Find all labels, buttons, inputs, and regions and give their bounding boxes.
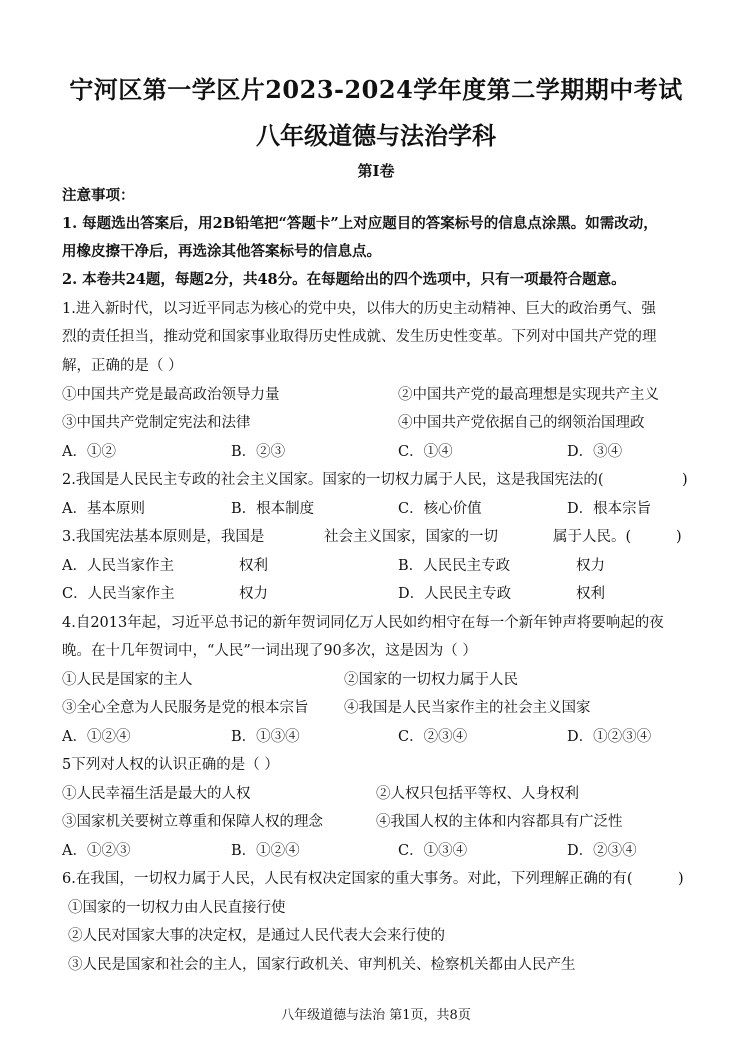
q3-option-b: B．人民民主专政 [398,558,511,574]
q3-stem-part3: 属于人民。( [553,529,632,545]
q1-option-a: A．①② [62,444,116,460]
q5-statement-3: ③国家机关要树立尊重和保障人权的理念 [62,814,323,830]
q1-statement-1: ①中国共产党是最高政治领导力量 [62,387,280,403]
q4-statement-3: ③全心全意为人民服务是党的根本宗旨 [62,700,309,716]
q5-option-d: D．②③④ [567,843,637,859]
exam-title: 宁河区第一学区片2023-2024学年度第二学期期中考试 [69,75,683,104]
q3-stem-part2: 社会主义国家，国家的一切 [324,529,498,545]
notice-item-1-cont: 用橡皮擦干净后，再选涂其他答案标号的信息点。 [62,243,381,260]
q4-statement-1: ①人民是国家的主人 [62,672,193,688]
q5-option-a: A．①②③ [62,843,131,859]
q1-stem-line1: 1.进入新时代，以习近平同志为核心的党中央，以伟大的历史主动精神、巨大的政治勇气、强 [62,301,656,317]
notice-item-2: 2. 本卷共24题，每题2分，共48分。在每题给出的四个选项中，只有一项最符合题意。 [62,271,626,288]
notice-item-1: 1. 每题选出答案后，用2B铅笔把“答题卡”上对应题目的答案标号的信息点涂黑。如需改动， [62,215,658,232]
q4-stem-line2: 晚。在十几年贺词中，“人民”一词出现了90多次，这是因为（ ） [62,643,477,659]
q1-stem-line3: 解，正确的是（ ） [62,358,183,374]
q4-option-c: C．②③④ [398,729,468,745]
q1-statement-3: ③中国共产党制定宪法和法律 [62,415,251,431]
q3-stem-part1: 3.我国宪法基本原则是，我国是 [62,529,265,545]
q5-stem: 5下列对人权的认识正确的是（ ） [62,757,279,773]
q1-option-c: C．①④ [398,444,453,460]
notice-heading: 注意事项： [62,187,135,204]
q2-option-a: A．基本原则 [62,501,145,517]
q3-paren-close: ) [676,529,682,545]
q5-statement-1: ①人民幸福生活是最大的人权 [62,786,251,802]
q6-statement-1: ①国家的一切权力由人民直接行使 [68,900,286,916]
q3-option-a: A．人民当家作主 [62,558,174,574]
q5-option-c: C．①③④ [398,843,468,859]
q1-option-d: D．③④ [567,444,623,460]
q4-option-b: B．①③④ [231,729,300,745]
q2-option-d: D．根本宗旨 [567,501,652,517]
q5-option-b: B．①②④ [231,843,300,859]
exam-subtitle: 八年级道德与法治学科 [256,121,496,150]
q6-stem: 6.在我国，一切权力属于人民，人民有权决定国家的重大事务。对此，下列理解正确的有( [62,871,633,887]
q2-stem: 2.我国是人民民主专政的社会主义国家。国家的一切权力属于人民，这是我国宪法的( [62,472,604,488]
q1-statement-2: ②中国共产党的最高理想是实现共产主义 [398,387,659,403]
q4-stem-line1: 4.自2013年起，习近平总书记的新年贺词同亿万人民如约相守在每一个新年钟声将要响起的夜 [62,615,664,631]
q2-option-b: B．根本制度 [231,501,315,517]
q6-statement-2: ②人民对国家大事的决定权，是通过人民代表大会来行使的 [68,928,445,944]
q5-statement-4: ④我国人权的主体和内容都具有广泛性 [376,814,623,830]
q4-statement-4: ④我国是人民当家作主的社会主义国家 [344,700,591,716]
q5-statement-2: ②人权只包括平等权、人身权利 [376,786,579,802]
q1-stem-line2: 烈的责任担当，推动党和国家事业取得历史性成就、发生历史性变革。下列对中国共产党的理 [62,329,657,345]
q4-option-a: A．①②④ [62,729,131,745]
q4-statement-2: ②国家的一切权力属于人民 [344,672,518,688]
page-footer: 八年级道德与法治 第1页，共8页 [281,1008,471,1023]
q3-option-c-term: 权力 [239,586,268,602]
q4-option-d: D．①②③④ [567,729,652,745]
q3-option-a-term: 权利 [239,558,268,574]
q1-statement-4: ④中国共产党依据自己的纲领治国理政 [398,415,645,431]
q1-option-b: B．②③ [231,444,286,460]
q6-statement-3: ③人民是国家和社会的主人，国家行政机关、审判机关、检察机关都由人民产生 [68,957,576,973]
q3-option-d-term: 权利 [576,586,605,602]
q3-option-d: D．人民民主专政 [398,586,512,602]
q2-paren-close: ) [682,472,688,488]
q3-option-c: C．人民当家作主 [62,586,175,602]
q6-paren-close: ) [678,871,684,887]
q2-option-c: C．核心价值 [398,501,482,517]
volume-label: 第I卷 [357,162,395,180]
q3-option-b-term: 权力 [576,558,605,574]
